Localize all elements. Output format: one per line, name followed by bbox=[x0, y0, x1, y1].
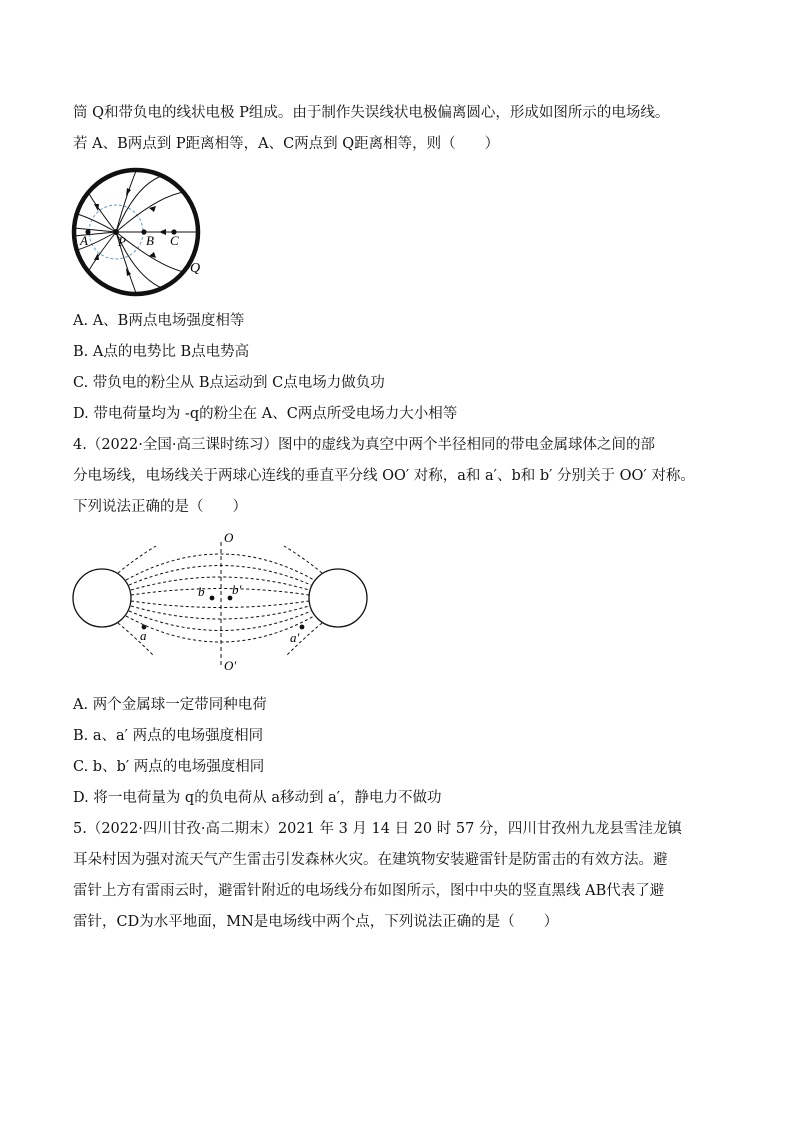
point-b bbox=[210, 596, 215, 601]
right-sphere bbox=[309, 569, 367, 627]
label-b-prime: b′ bbox=[232, 582, 242, 597]
q4-figure bbox=[66, 528, 376, 676]
q4-stem-line1: 4.（2022·全国·高三课时练习）图中的虚线为真空中两个半径相同的带电金属球体之间的部 bbox=[73, 437, 655, 453]
q4-option-d: D. 将一电荷量为 q的负电荷从 a移动到 a′，静电力不做功 bbox=[73, 790, 442, 806]
label-b: b bbox=[198, 584, 205, 599]
q3-option-d: D. 带电荷量均为 -q的粉尘在 A、C两点所受电场力大小相等 bbox=[73, 406, 458, 422]
q4-stem-line2: 分电场线，电场线关于两球心连线的垂直平分线 OO′ 对称，a和 a′、b和 b′ 分别关于 OO′ 对称。 bbox=[73, 468, 695, 484]
q4-stem-line3: 下列说法正确的是（ ） bbox=[73, 499, 247, 515]
q3-option-c: C. 带负电的粉尘从 B点运动到 C点电场力做负功 bbox=[73, 375, 385, 391]
label-o-prime: O′ bbox=[224, 658, 237, 673]
left-sphere bbox=[73, 569, 131, 627]
label-c: C bbox=[170, 233, 179, 248]
q3-figure bbox=[66, 166, 212, 302]
label-a: a bbox=[140, 628, 147, 643]
label-p: P bbox=[118, 234, 126, 249]
point-a-prime bbox=[300, 625, 305, 630]
label-o: O bbox=[224, 530, 234, 545]
label-a: A bbox=[80, 233, 88, 248]
q5-stem-line2: 耳朵村因为强对流天气产生雷击引发森林火灾。在建筑物安装避雷针是防雷击的有效方法。避 bbox=[73, 852, 668, 868]
q5-stem-line3: 雷针上方有雷雨云时，避雷针附近的电场线分布如图所示，图中中央的竖直黑线 AB代表了避 bbox=[73, 883, 665, 899]
q5-stem-line4: 雷针，CD为水平地面，MN是电场线中两个点，下列说法正确的是（ ） bbox=[73, 914, 559, 930]
q3-option-a: A. A、B两点电场强度相等 bbox=[73, 313, 245, 329]
q4-option-c: C. b、b′ 两点的电场强度相同 bbox=[73, 759, 265, 775]
q3-stem-line1: 筒 Q和带负电的线状电极 P组成。由于制作失误线状电极偏离圆心，形成如图所示的电场线。 bbox=[73, 105, 670, 121]
label-q: Q bbox=[190, 261, 201, 276]
q3-stem-line2: 若 A、B两点到 P距离相等，A、C两点到 Q距离相等，则（ ） bbox=[73, 136, 500, 152]
q4-option-b: B. a、a′ 两点的电场强度相同 bbox=[73, 728, 264, 744]
q3-option-b: B. A点的电势比 B点电势高 bbox=[73, 344, 250, 360]
q4-option-a: A. 两个金属球一定带同种电荷 bbox=[73, 697, 267, 713]
label-b: B bbox=[146, 233, 154, 248]
q5-stem-line1: 5.（2022·四川甘孜·高二期末）2021 年 3 月 14 日 20 时 57 分，四川甘孜州九龙县雪洼龙镇 bbox=[73, 821, 682, 837]
label-a-prime: a′ bbox=[290, 630, 300, 645]
